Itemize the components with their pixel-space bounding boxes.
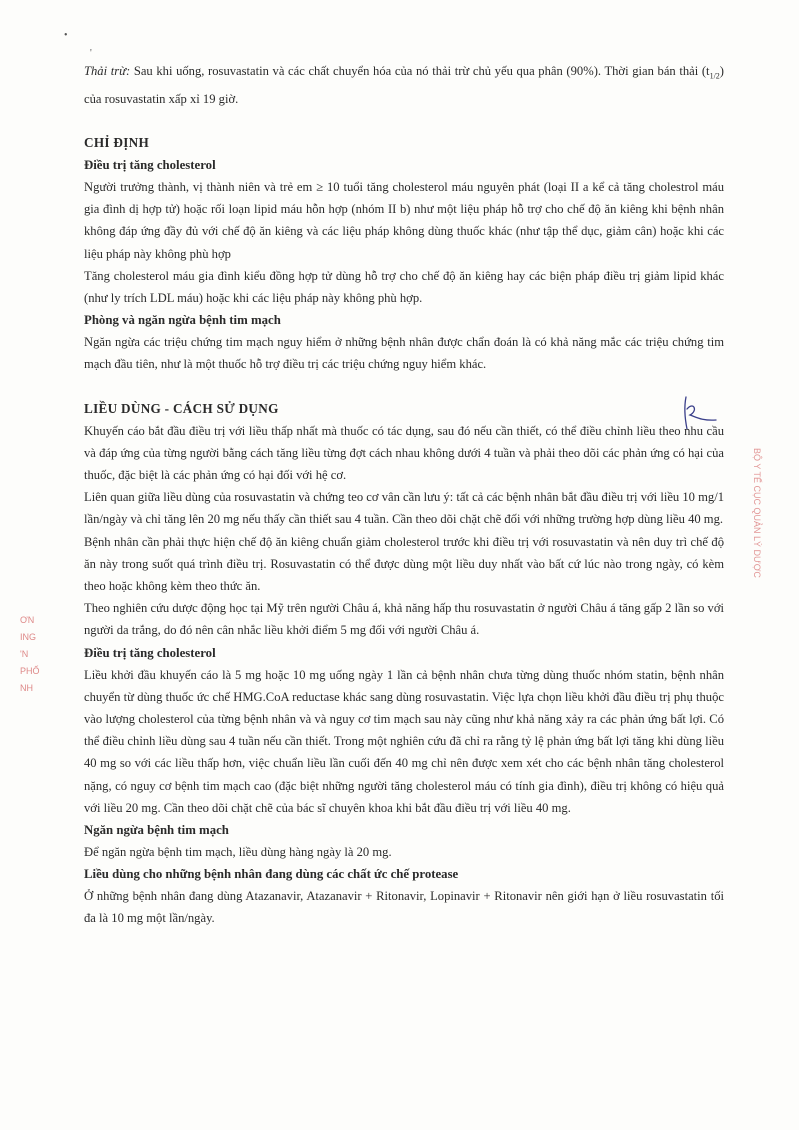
- section-heading-chi-dinh: CHỈ ĐỊNH: [84, 134, 150, 150]
- paragraph: Ngăn ngừa các triệu chứng tim mạch nguy hiểm ở những bệnh nhân được chẩn đoán là có khả năng mắc các triệu chứng tim mạch đầu tiên, như là một thuốc hỗ trợ điều trị các triệu chứng nguy hiểm khác.: [84, 335, 724, 372]
- thai-tru-text: Sau khi uống, rosuvastatin và các chất chuyển hóa của nó thải trừ chủ yếu qua phân (90%). Thời gian bán thải (t: [130, 64, 710, 78]
- paragraph: Bệnh nhân cần phải thực hiện chế độ ăn kiêng chuẩn giảm cholesterol trước khi điều trị với rosuvastatin và nên duy trì chế độ ăn này trong suốt quá trình điều trị. Rosuvastatin có thể được dùng một liều duy nhất vào bất cứ lúc nào trong ngày, có kèm theo hoặc không kèm theo thức ăn.: [84, 534, 724, 593]
- subheading-protease: Liều dùng cho những bệnh nhân đang dùng các chất ức chế protease: [84, 867, 459, 882]
- thai-tru-label: Thải trừ:: [84, 64, 131, 78]
- subheading-ngan-ngua-benh-tim-mach: Ngăn ngừa bệnh tim mạch: [84, 823, 229, 837]
- paragraph: Liên quan giữa liều dùng của rosuvastatin và chứng teo cơ vân cần lưu ý: tất cả các bệnh nhân bắt đầu điều trị với liều 10 mg/1 lần/ngày và chỉ tăng lên 20 mg nếu thấy cần thiết sau 4 tuần. Cần theo dõi chặt chẽ đối với những trường hợp dùng liều 40 mg.: [84, 490, 724, 527]
- subheading-phong-ngan-ngua: Phòng và ngăn ngừa bệnh tim mạch: [84, 313, 281, 328]
- paragraph: Để ngăn ngừa bệnh tim mạch, liều dùng hàng ngày là 20 mg.: [84, 845, 392, 859]
- stamp-fragment-left: [20, 612, 50, 697]
- paragraph: Khuyến cáo bắt đầu điều trị với liều thấp nhất mà thuốc có tác dụng, sau đó nếu cần thiết, có thể điều chỉnh liều theo nhu cầu và đáp ứng của từng người bằng cách tăng liều từng đợt cách nhau không dưới 4 tuần và phải theo dõi các phản ứng có hại của thuốc, đặc biệt là các phản ứng có hại đối với hệ cơ.: [84, 423, 724, 482]
- paragraph: Người trưởng thành, vị thành niên và trẻ em ≥ 10 tuổi tăng cholesterol máu nguyên phát (loại II a kể cả tăng cholestrol máu gia đình dị hợp tử) hoặc rối loạn lipid máu hỗn hợp (nhóm II b) như một liệu pháp hỗ trợ cho chế độ ăn kiêng khi bệnh nhân không đáp ứng đầy đủ với chế độ ăn kiêng và các liệu pháp không dùng thuốc khác (như tập thể dục, giảm cân) hoặc khi các liệu pháp này không phù hợp: [84, 179, 724, 261]
- thai-tru-text-end: ) của rosuvastatin xấp xỉ 19 giờ.: [84, 64, 724, 106]
- stamp-line: ƠN: [20, 615, 35, 625]
- paragraph: Liều khởi đầu khuyến cáo là 5 mg hoặc 10 mg uống ngày 1 lần cả bệnh nhân chưa từng dùng thuốc nhóm statin, bệnh nhân chuyển từ dùng thuốc ức chế HMG.CoA reductase khác sang dùng rosuvastatin. Việc lựa chọn liều khởi đầu điều trị phụ thuộc vào lượng cholesterol của từng bệnh nhân và và nguy cơ tim mạch sau này cũng như khả năng xảy ra các phản ứng bất lợi. Có thể điều chỉnh liều dùng sau 4 tuần nếu cần thiết. Trong một nghiên cứu đã chỉ ra rằng tỷ lệ phản ứng bất lợi tăng khi dùng liều 40 mg so với các liều thấp hơn, việc chuẩn liều lần cuối đến 40 mg chỉ nên được xem xét cho các bệnh nhân tăng cholesterol nặng, có nguy cơ bệnh tim mạch cao (đặc biệt những người tăng cholesterol máu có tính gia đình), điều trị không có hiệu quả với liều 20 mg. Cần theo dõi chặt chẽ của bác sĩ chuyên khoa khi bắt đầu điều trị với liều 40 mg.: [84, 667, 724, 815]
- stamp-line: 'N: [20, 649, 29, 659]
- stamp-right-text: BỘ Y TẾ CỤC QUẢN LÝ DƯỢC: [752, 448, 762, 578]
- scan-speck: •: [64, 30, 68, 41]
- stamp-line: PHỐ: [20, 666, 40, 676]
- scan-tick: ': [90, 48, 92, 59]
- section-heading-lieu-dung: LIỀU DÙNG - CÁCH SỬ DỤNG: [84, 400, 279, 416]
- half-life-subscript: 1/2: [709, 71, 720, 81]
- paragraph: Tăng cholesterol máu gia đình kiểu đồng hợp tử dùng hỗ trợ cho chế độ ăn kiêng hay các biện pháp điều trị giảm lipid khác (như ly trích LDL máu) hoặc khi các liệu pháp này không phù hợp.: [84, 268, 724, 305]
- thai-tru-paragraph: [84, 60, 724, 110]
- stamp-line: ING: [20, 632, 37, 642]
- stamp-line: NH: [20, 683, 33, 693]
- document-body: [84, 60, 724, 930]
- subheading-dieu-tri-tang-cholesterol: Điều trị tăng cholesterol: [84, 157, 216, 172]
- paragraph: Theo nghiên cứu dược động học tại Mỹ trên người Châu á, khả năng hấp thu rosuvastatin ở người Châu á tăng gấp 2 lần so với người da trắng, do đó nên cân nhắc liều khởi điểm 5 mg đối với người Châu á.: [84, 601, 724, 638]
- subheading-dieu-tri-tang-cholesterol-2: Điều trị tăng cholesterol: [84, 645, 216, 660]
- stamp-fragment-right: [752, 448, 784, 588]
- paragraph: Ở những bệnh nhân đang dùng Atazanavir, Atazanavir + Ritonavir, Lopinavir + Ritonavir nên giới hạn ở liều rosuvastatin tối đa là 10 mg một lần/ngày.: [84, 889, 724, 926]
